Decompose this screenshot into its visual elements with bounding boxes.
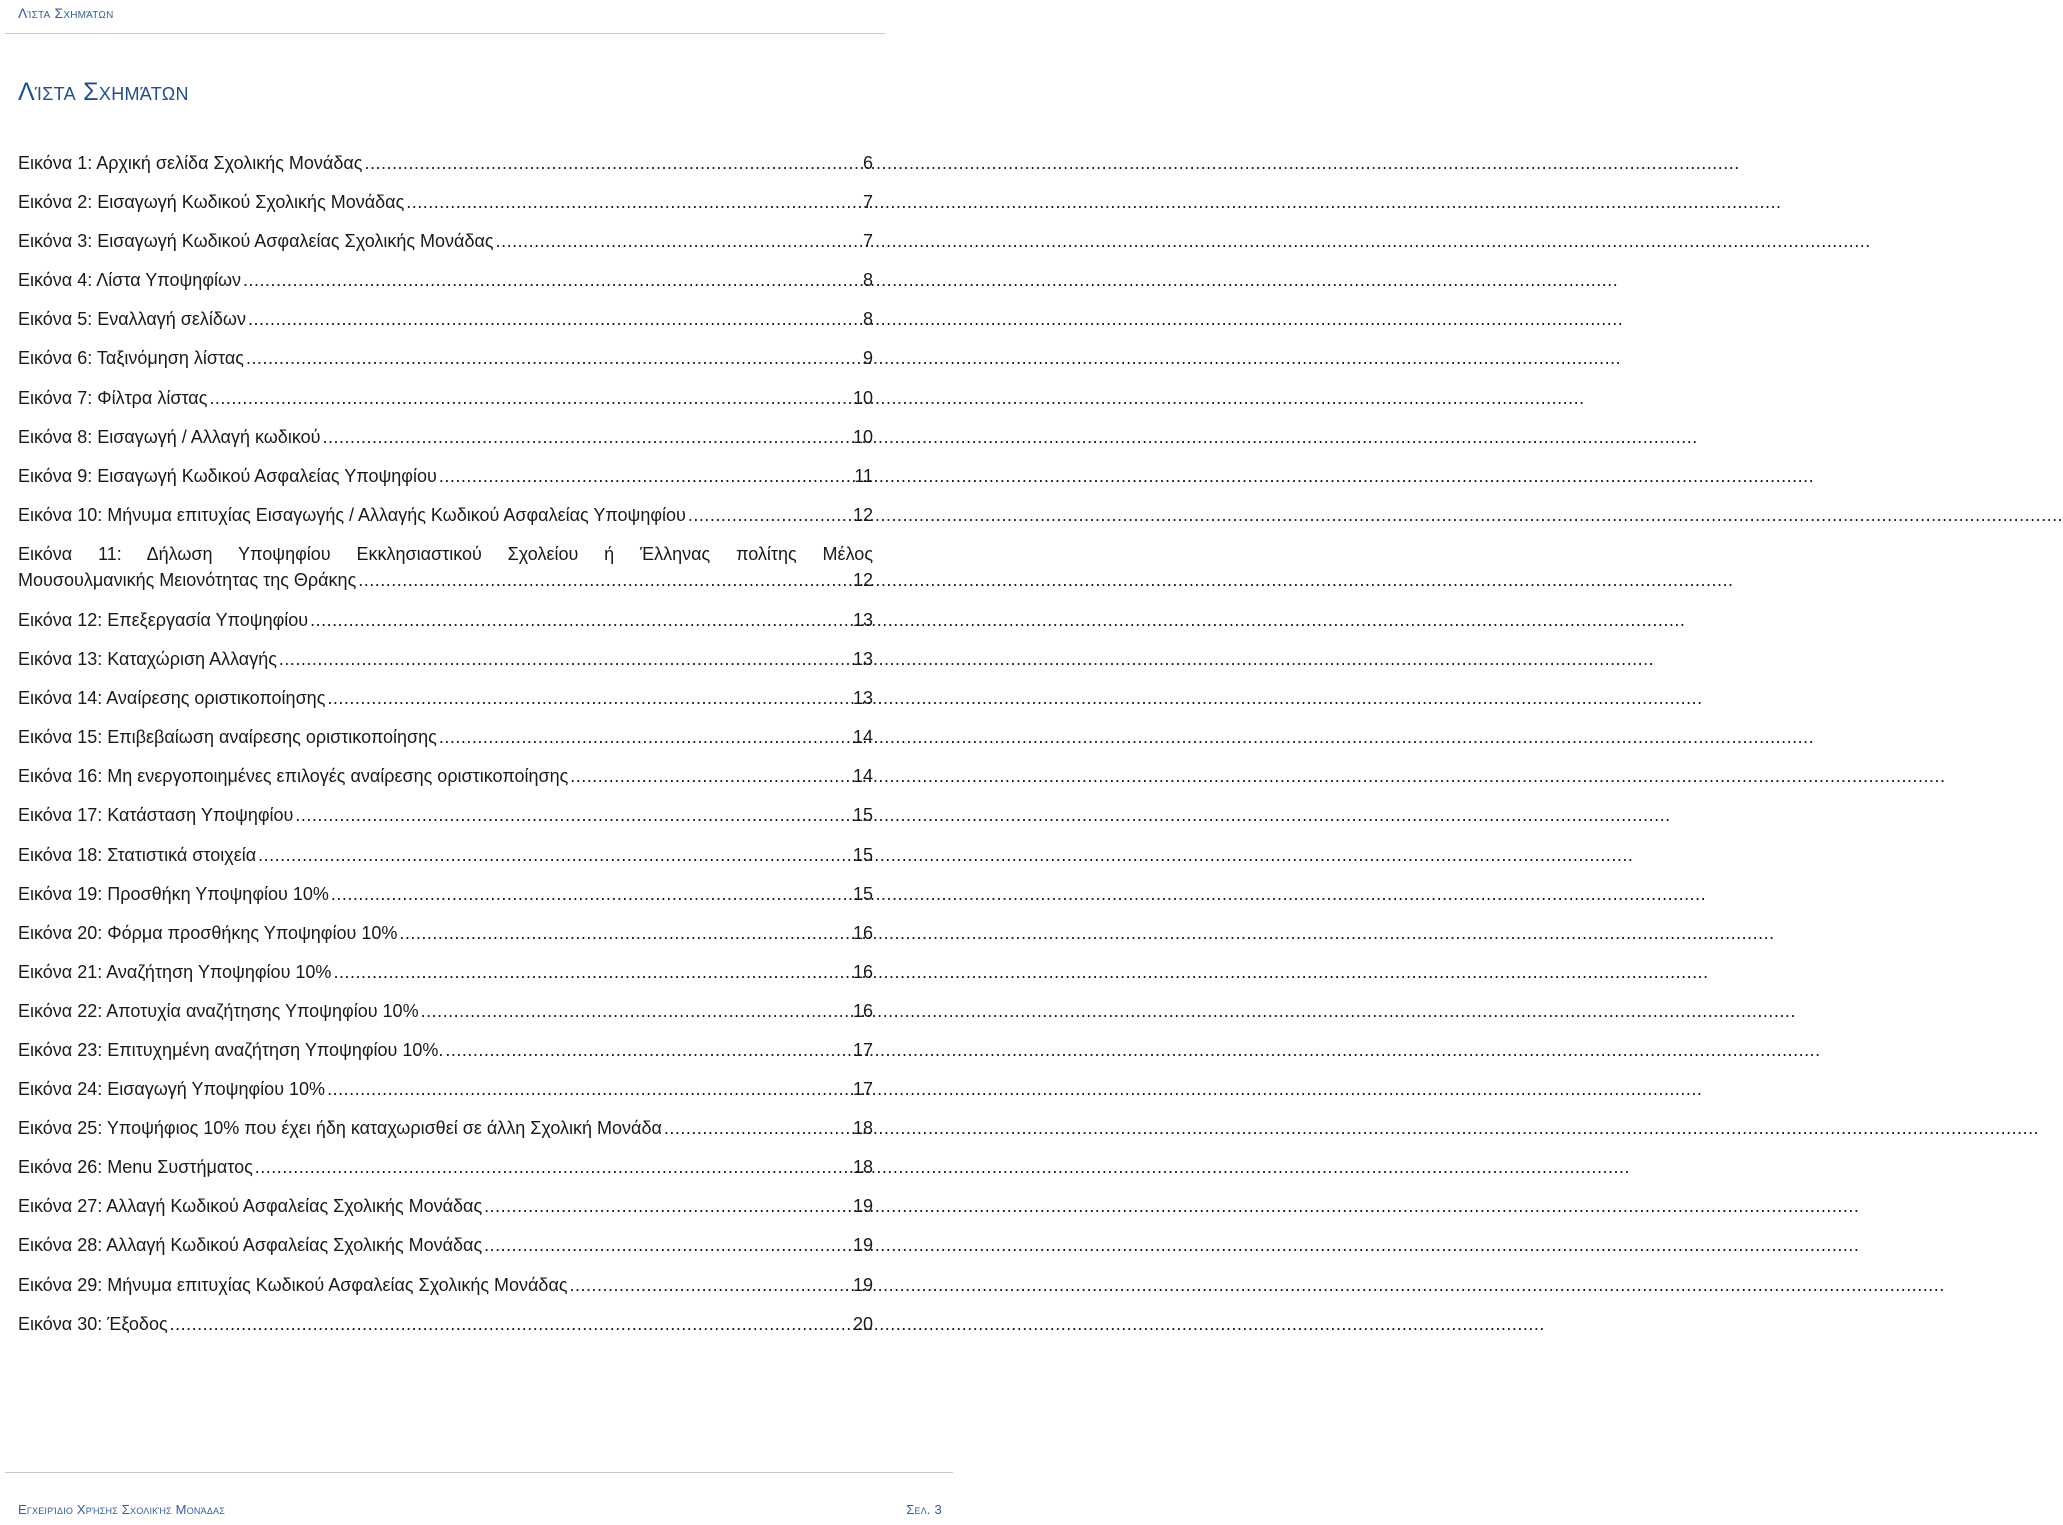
toc-entry[interactable] xyxy=(18,228,873,267)
toc-entry-page: 16 xyxy=(852,961,873,982)
toc-entry-label: Εικόνα 29: Μήνυμα επιτυχίας Κωδικού Ασφαλείας Σχολικής Μονάδας xyxy=(18,1274,568,1295)
toc-entry-label: Εικόνα 30: Έξοδος xyxy=(18,1313,168,1334)
toc-entry-label: Εικόνα 24: Εισαγωγή Υποψηφίου 10% xyxy=(18,1079,326,1100)
toc-entry[interactable] xyxy=(18,881,873,920)
toc-entry-label: Εικόνα 13: Καταχώριση Αλλαγής xyxy=(18,649,277,670)
toc-entry-label: Εικόνα 19: Προσθήκη Υποψηφίου 10% xyxy=(18,883,329,904)
toc-entry[interactable] xyxy=(18,463,873,502)
toc-entry-label: Εικόνα 2: Εισαγωγή Κωδικού Σχολικής Μονάδας xyxy=(18,192,405,213)
toc-entry-page: 15 xyxy=(852,883,873,904)
toc-entry-page: 19 xyxy=(852,1274,873,1295)
toc-entry[interactable] xyxy=(18,541,873,607)
page-title: Λίστα Σχημάτων xyxy=(18,78,189,106)
toc-dot-leader xyxy=(439,724,850,750)
toc-entry-label: Εικόνα 5: Εναλλαγή σελίδων xyxy=(18,309,246,330)
toc-dot-leader xyxy=(327,1076,850,1102)
toc-entry-page: 6 xyxy=(862,153,873,173)
toc-dot-leader xyxy=(333,959,850,985)
toc-entry-label: Εικόνα 15: Επιβεβαίωση αναίρεσης οριστικοποίησης xyxy=(18,727,437,748)
toc-entry-label: Εικόνα 10: Μήνυμα επιτυχίας Εισαγωγής / Αλλαγής Κωδικού Ασφαλείας Υποψηφίου xyxy=(18,504,686,525)
toc-entry-page: 17 xyxy=(852,1039,873,1060)
toc-entry-label: Εικόνα 28: Αλλαγή Κωδικού Ασφαλείας Σχολικής Μονάδας xyxy=(18,1235,483,1256)
toc-entry[interactable] xyxy=(18,646,873,685)
toc-entry[interactable] xyxy=(18,306,873,345)
footer-page-number: Σελ. 3 xyxy=(906,1502,942,1517)
toc-entry[interactable] xyxy=(18,1272,873,1311)
toc-dot-leader xyxy=(439,463,851,489)
toc-dot-leader xyxy=(358,567,850,593)
toc-dot-leader xyxy=(399,920,850,946)
toc-entry-page: 13 xyxy=(852,649,873,670)
toc-dot-leader xyxy=(496,228,860,254)
toc-entry-page: 13 xyxy=(852,688,873,709)
toc-entry-label-continued: Μουσουλμανικής Μειονότητας της Θράκης xyxy=(18,569,357,590)
toc-entry-page: 13 xyxy=(852,609,873,630)
toc-entry-page: 20 xyxy=(852,1313,873,1334)
toc-dot-leader xyxy=(570,763,850,789)
toc-entry-page: 7 xyxy=(862,231,873,252)
toc-entry[interactable] xyxy=(18,685,873,724)
toc-dot-leader xyxy=(484,1193,850,1219)
toc-entry[interactable] xyxy=(18,763,873,802)
toc-entry[interactable] xyxy=(18,189,873,228)
toc-entry-page: 9 xyxy=(862,348,873,369)
toc-entry-page: 15 xyxy=(852,805,873,826)
toc-entry-label: Εικόνα 20: Φόρμα προσθήκης Υποψηφίου 10% xyxy=(18,922,398,943)
toc-entry-page: 10 xyxy=(852,426,873,447)
toc-entry-page: 8 xyxy=(862,309,873,330)
toc-entry[interactable] xyxy=(18,607,873,646)
toc-entry[interactable] xyxy=(18,150,873,189)
toc-entry[interactable] xyxy=(18,267,873,306)
toc-entry-page: 12 xyxy=(852,504,873,525)
toc-entry-page: 11 xyxy=(854,465,873,486)
toc-entry-label: Εικόνα 22: Αποτυχία αναζήτησης Υποψηφίου 10% xyxy=(18,1000,419,1021)
toc-entry-label: Εικόνα 6: Ταξινόμηση λίστας xyxy=(18,348,244,369)
toc-dot-leader xyxy=(258,842,850,868)
toc-dot-leader xyxy=(170,1311,850,1337)
toc-entry[interactable] xyxy=(18,724,873,763)
toc-entry-label: Εικόνα 11: Δήλωση Υποψηφίου Εκκλησιαστικού Σχολείου ή Έλληνας πολίτης Μέλος xyxy=(18,543,873,564)
toc-dot-leader xyxy=(570,1272,850,1298)
toc-entry[interactable] xyxy=(18,998,873,1037)
toc-entry-label: Εικόνα 4: Λίστα Υποψηφίων xyxy=(18,270,242,291)
toc-entry[interactable] xyxy=(18,1311,873,1350)
toc-dot-leader xyxy=(279,646,850,672)
toc-entry-page: 19 xyxy=(852,1196,873,1217)
toc-entry-label: Εικόνα 8: Εισαγωγή / Αλλαγή κωδικού xyxy=(18,426,321,447)
toc-entry-page: 7 xyxy=(862,192,873,213)
toc-entry-page: 14 xyxy=(852,727,873,748)
toc-entry[interactable] xyxy=(18,842,873,881)
toc-entry-page: 18 xyxy=(852,1157,873,1178)
toc-entry-label: Εικόνα 12: Επεξεργασία Υποψηφίου xyxy=(18,609,309,630)
toc-entry[interactable] xyxy=(18,1115,873,1154)
toc-entry-page: 19 xyxy=(852,1235,873,1256)
toc-entry-label: Εικόνα 9: Εισαγωγή Κωδικού Ασφαλείας Υποψηφίου xyxy=(18,465,437,486)
toc-entry[interactable] xyxy=(18,802,873,841)
toc-entry[interactable] xyxy=(18,920,873,959)
toc-entry-label: Εικόνα 21: Αναζήτηση Υποψηφίου 10% xyxy=(18,961,332,982)
toc-entry[interactable] xyxy=(18,502,873,541)
toc-dot-leader xyxy=(484,1232,850,1258)
toc-entry[interactable] xyxy=(18,345,873,384)
toc-entry-page: 10 xyxy=(852,387,873,408)
toc-entry[interactable] xyxy=(18,1232,873,1271)
toc-entry[interactable] xyxy=(18,1193,873,1232)
toc-entry-label: Εικόνα 18: Στατιστικά στοιχεία xyxy=(18,844,257,865)
footer-divider xyxy=(5,1472,953,1473)
toc-dot-leader xyxy=(331,881,850,907)
toc-entry-label: Εικόνα 25: Υποψήφιος 10% που έχει ήδη καταχωρισθεί σε άλλη Σχολική Μονάδα xyxy=(18,1118,662,1139)
toc-dot-leader xyxy=(664,1115,850,1141)
toc-dot-leader xyxy=(295,802,850,828)
toc-entry[interactable] xyxy=(18,1154,873,1193)
toc-entry-label: Εικόνα 17: Κατάσταση Υποψηφίου xyxy=(18,805,294,826)
toc-entry-page: 15 xyxy=(852,844,873,865)
toc-dot-leader xyxy=(688,502,850,528)
toc-entry-label: Εικόνα 26: Menu Συστήματος xyxy=(18,1157,253,1178)
toc-entry-label: Εικόνα 1: Αρχική σελίδα Σχολικής Μονάδας xyxy=(18,153,363,173)
toc-dot-leader xyxy=(327,685,850,711)
toc-dot-leader xyxy=(243,267,860,293)
toc-entry-page: 18 xyxy=(852,1118,873,1139)
toc-entry-label: Εικόνα 14: Αναίρεσης οριστικοποίησης xyxy=(18,688,326,709)
toc-entry[interactable] xyxy=(18,1037,873,1076)
toc-entry-label: Εικόνα 16: Μη ενεργοποιημένες επιλογές αναίρεσης οριστικοποίησης xyxy=(18,766,569,787)
toc-entry[interactable] xyxy=(18,424,873,463)
toc-dot-leader xyxy=(406,189,860,215)
header-divider xyxy=(5,33,885,34)
toc-dot-leader xyxy=(322,424,850,450)
toc-entry-page: 16 xyxy=(852,922,873,943)
toc-dot-leader xyxy=(310,607,850,633)
toc-dot-leader xyxy=(209,385,850,411)
toc-entry-label: Εικόνα 23: Επιτυχημένη αναζήτηση Υποψηφίου 10%. xyxy=(18,1039,444,1060)
toc-dot-leader xyxy=(255,1154,850,1180)
toc-entry-label: Εικόνα 7: Φίλτρα λίστας xyxy=(18,387,208,408)
toc-entry-page: 17 xyxy=(852,1079,873,1100)
toc-entry-page: 8 xyxy=(862,270,873,291)
toc-entry-label: Εικόνα 3: Εισαγωγή Κωδικού Ασφαλείας Σχολικής Μονάδας xyxy=(18,231,494,252)
toc-entry-page: 16 xyxy=(852,1000,873,1021)
toc-dot-leader xyxy=(421,998,850,1024)
toc-entry[interactable] xyxy=(18,959,873,998)
toc-entry-page: 14 xyxy=(852,766,873,787)
running-header: Λίστα Σχημάτων xyxy=(18,5,114,21)
toc-dot-leader xyxy=(248,306,860,332)
toc-entry[interactable] xyxy=(18,385,873,424)
toc-dot-leader xyxy=(364,150,860,176)
figure-list xyxy=(18,150,873,1350)
toc-entry-page: 12 xyxy=(852,569,873,590)
toc-entry-continuation xyxy=(18,567,873,593)
toc-entry[interactable] xyxy=(18,1076,873,1115)
toc-entry-label: Εικόνα 27: Αλλαγή Κωδικού Ασφαλείας Σχολικής Μονάδας xyxy=(18,1196,483,1217)
toc-dot-leader xyxy=(445,1037,850,1063)
toc-dot-leader xyxy=(246,345,860,371)
footer-document-title: Εγχειρίδιο Χρήσης Σχολικής Μονάδας xyxy=(18,1502,225,1517)
